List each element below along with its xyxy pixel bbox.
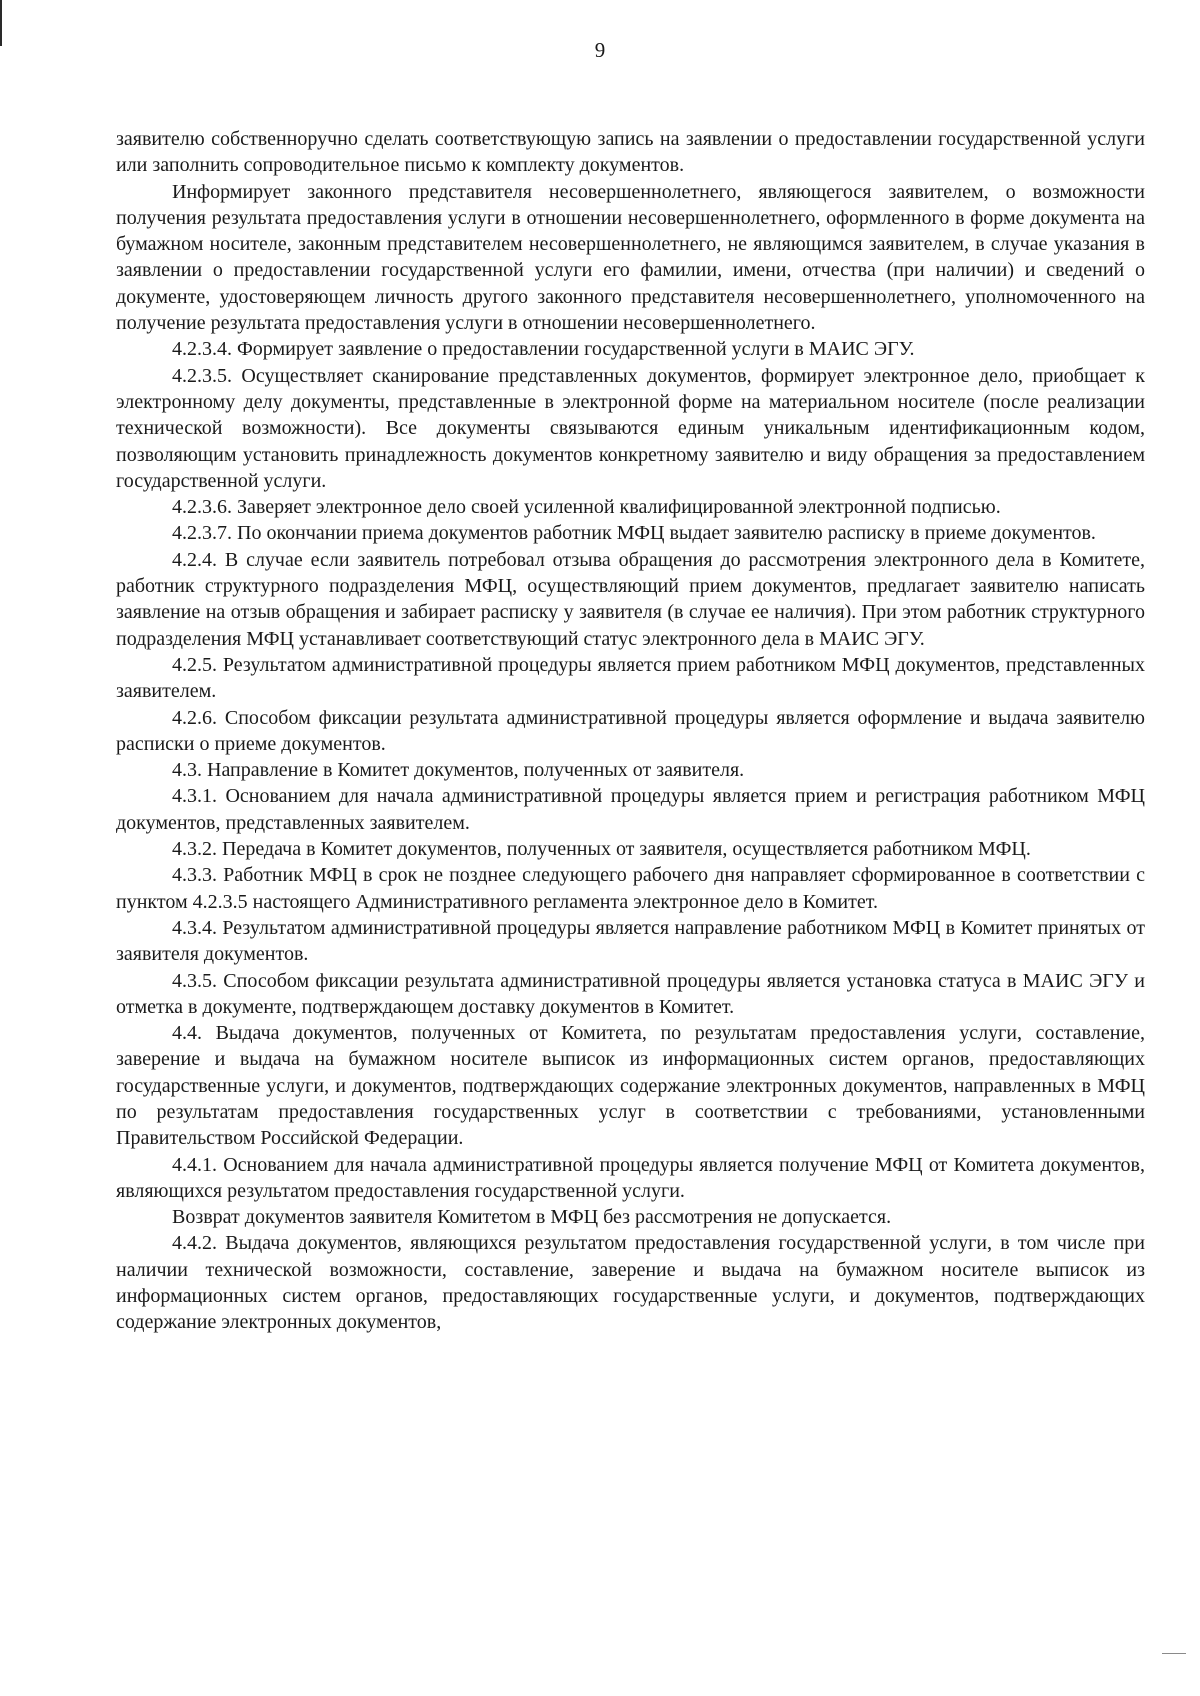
paragraph-4-4-2: 4.4.2. Выдача документов, являющихся результатом предоставления государственной услуги, в том числе при наличии технической возможности, составление, заверение и выдача на бумажном носителе выписок из информационных систем органов, предоставляющих государственные услуги, и документов, подтверждающих содержание электронных документов, [116, 1232, 1145, 1334]
paragraph-4-2-5: 4.2.5. Результатом административной процедуры является прием работником МФЦ документов, представленных заявителем. [116, 653, 1145, 703]
paragraph-4-2-3-6: 4.2.3.6. Заверяет электронное дело своей усиленной квалифицированной электронной подписью. [172, 496, 1001, 519]
paragraph-4-3-3: 4.3.3. Работник МФЦ в срок не позднее следующего рабочего дня направляет сформированное в соответствии с пунктом 4.2.3.5 настоящего Административного регламента электронное дело в Комитет. [116, 864, 1145, 913]
document-body [116, 126, 1145, 1336]
scan-corner-mark [1162, 1653, 1186, 1654]
paragraph-continuation: заявителю собственноручно сделать соответствующую запись на заявлении о предоставлении государственной услуги или заполнить сопроводительное письмо к комплекту документов. [116, 128, 1145, 177]
paragraph-4-3-5: 4.3.5. Способом фиксации результата административной процедуры является установка статуса в МАИС ЭГУ и отметка в документе, подтверждающем доставку документов в Комитет. [116, 969, 1145, 1018]
paragraph-informs-representative: Информирует законного представителя несовершеннолетнего, являющегося заявителем, о возможности получения результата предоставления услуги в отношении несовершеннолетнего, оформленного в форме документа на бумажном носителе, законным представителем несовершеннолетнего, не являющимся заявителем, в случае указания в заявлении о предоставлении государственной услуги его фамилии, имени, отчества (при наличии) и сведений о документе, удостоверяющем личность другого законного представителя несовершеннолетнего, уполномоченного на получение результата предоставления услуги в отношении несовершеннолетнего. [116, 180, 1145, 335]
paragraph-4-4-1: 4.4.1. Основанием для начала административной процедуры является получение МФЦ от Комитета документов, являющихся результатом предоставления государственной услуги. [116, 1153, 1145, 1202]
paragraph-4-2-3-4: 4.2.3.4. Формирует заявление о предоставлении государственной услуги в МАИС ЭГУ. [172, 338, 915, 361]
paragraph-4-2-3-5: 4.2.3.5. Осуществляет сканирование представленных документов, формирует электронное дело, приобщает к электронному делу документы, представленные в электронной форме на материальном носителе (после реализации технической возможности). Все документы связываются единым уникальным идентификационным кодом, позволяющим установить принадлежность документов конкретному заявителю и виду обращения за предоставлением государственной услуги. [116, 364, 1145, 492]
paragraph-4-4: 4.4. Выдача документов, полученных от Комитета, по результатам предоставления услуги, составление, заверение и выдача на бумажном носителе выписок из информационных систем органов, предоставляющих государственные услуги, и документов, подтверждающих содержание электронных документов, направленных в МФЦ по результатам предоставления государственных услуг в соответствии с требованиями, установленными Правительством Российской Федерации. [116, 1022, 1145, 1150]
paragraph-4-2-6: 4.2.6. Способом фиксации результата административной процедуры является оформление и выдача заявителю расписки о приеме документов. [116, 706, 1145, 755]
paragraph-4-3-2: 4.3.2. Передача в Комитет документов, полученных от заявителя, осуществляется работником МФЦ. [172, 838, 1031, 861]
paragraph-4-3-4: 4.3.4. Результатом административной процедуры является направление работником МФЦ в Комитет принятых от заявителя документов. [116, 916, 1145, 966]
page-number: 9 [594, 38, 606, 62]
paragraph-4-2-3-7: 4.2.3.7. По окончании приема документов работник МФЦ выдает заявителю расписку в приеме документов. [172, 522, 1096, 545]
paragraph-4-2-4: 4.2.4. В случае если заявитель потребовал отзыва обращения до рассмотрения электронного дела в Комитете, работник структурного подразделения МФЦ, осуществляющий прием документов, предлагает заявителю написать заявление на отзыв обращения и забирает расписку у заявителя (в случае ее наличия). При этом работник структурного подразделения МФЦ устанавливает соответствующий статус электронного дела в МАИС ЭГУ. [116, 548, 1145, 650]
paragraph-4-3: 4.3. Направление в Комитет документов, полученных от заявителя. [172, 759, 745, 782]
paragraph-return-not-allowed: Возврат документов заявителя Комитетом в МФЦ без рассмотрения не допускается. [172, 1206, 892, 1229]
paragraph-4-3-1: 4.3.1. Основанием для начала административной процедуры является прием и регистрация работником МФЦ документов, представленных заявителем. [116, 785, 1145, 834]
